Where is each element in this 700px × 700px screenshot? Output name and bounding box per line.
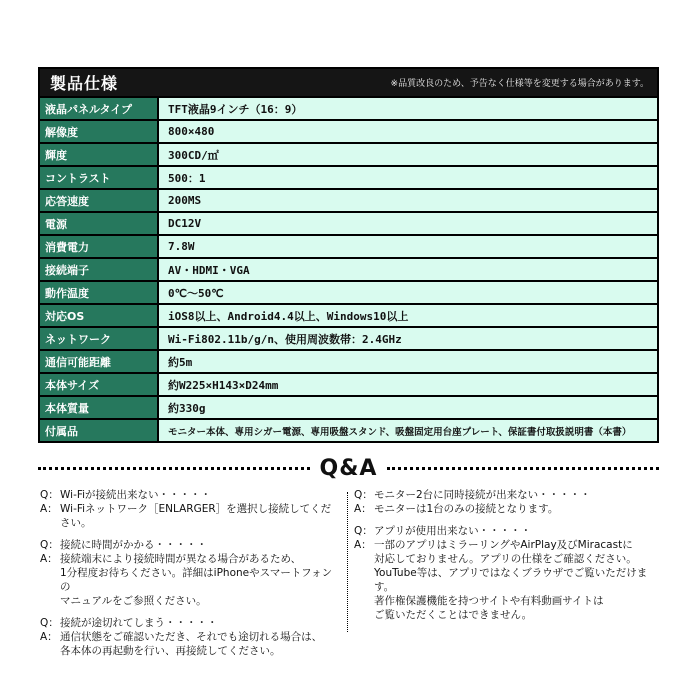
spec-label: 応答速度 bbox=[40, 190, 157, 211]
answer-text: モニターは1台のみの接続となります。 bbox=[374, 503, 559, 515]
answer-text: 通信状態をご確認いただき、それでも途切れる場合は、 bbox=[60, 631, 323, 643]
question-text: アプリが使用出来ない・・・・・ bbox=[374, 525, 532, 537]
answer-text: 1分程度お待ちください。詳細はiPhoneやスマートフォンの bbox=[60, 567, 333, 593]
answer-mark: A： bbox=[354, 539, 372, 551]
answer-text: マニュアルをご参照ください。 bbox=[60, 595, 207, 607]
spec-row bbox=[40, 236, 657, 257]
spec-value: 約W225×H143×D24mm bbox=[159, 374, 657, 395]
qa-column-left bbox=[40, 488, 340, 666]
answer-line bbox=[40, 594, 340, 608]
spec-row bbox=[40, 374, 657, 395]
answer-line bbox=[40, 502, 340, 530]
answer-text: ご覧いただくことはできません。 bbox=[374, 609, 533, 621]
spec-label: 電源 bbox=[40, 213, 157, 234]
qa-heading bbox=[38, 453, 659, 483]
answer-line bbox=[354, 502, 664, 516]
spec-value: 約330g bbox=[159, 397, 657, 418]
spec-value: 7.8W bbox=[159, 236, 657, 257]
spec-label: コントラスト bbox=[40, 167, 157, 188]
spec-label: 接続端子 bbox=[40, 259, 157, 280]
spec-row bbox=[40, 98, 657, 119]
answer-text: 各本体の再起動を行い、再接続してください。 bbox=[60, 645, 281, 657]
question-line bbox=[354, 488, 664, 502]
answer-line bbox=[40, 630, 340, 644]
spec-label: 液晶パネルタイプ bbox=[40, 98, 157, 119]
qa-title: Q&A bbox=[319, 455, 378, 481]
answer-mark bbox=[354, 566, 374, 594]
spec-label: 動作温度 bbox=[40, 282, 157, 303]
spec-label: 対応OS bbox=[40, 305, 157, 326]
answer-line bbox=[40, 644, 340, 658]
answer-mark: A： bbox=[354, 503, 372, 515]
spec-row bbox=[40, 305, 657, 326]
spec-value: 800×480 bbox=[159, 121, 657, 142]
qa-item bbox=[40, 538, 340, 608]
question-line bbox=[40, 488, 340, 502]
answer-line bbox=[40, 566, 340, 594]
spec-label: 本体質量 bbox=[40, 397, 157, 418]
answer-text: 対応しておりません。アプリの仕様をご確認ください。 bbox=[374, 553, 637, 565]
question-line bbox=[354, 524, 664, 538]
answer-text: 著作権保護機能を持つサイトや有料動画サイトは bbox=[374, 595, 604, 607]
spec-value: TFT液晶9インチ（16：9） bbox=[159, 98, 657, 119]
qa-item bbox=[40, 488, 340, 530]
question-mark: Q： bbox=[40, 489, 59, 501]
spec-row bbox=[40, 397, 657, 418]
spec-value: AV・HDMI・VGA bbox=[159, 259, 657, 280]
answer-text: YouTube等は、アプリではなくブラウザでご覧いただけます。 bbox=[374, 567, 648, 593]
answer-text: Wi-Fiネットワーク［ENLARGER］を選択し接続してください。 bbox=[60, 503, 332, 529]
spec-row bbox=[40, 213, 657, 234]
spec-label: 輝度 bbox=[40, 144, 157, 165]
spec-value: 約5m bbox=[159, 351, 657, 372]
spec-row bbox=[40, 121, 657, 142]
answer-mark bbox=[40, 594, 60, 608]
spec-row bbox=[40, 420, 657, 441]
answer-line bbox=[354, 538, 664, 552]
qa-column-divider bbox=[347, 492, 348, 632]
answer-line bbox=[354, 552, 664, 566]
spec-label: ネットワーク bbox=[40, 328, 157, 349]
spec-row bbox=[40, 144, 657, 165]
spec-value: iOS8以上、Android4.4以上、Windows10以上 bbox=[159, 305, 657, 326]
spec-value: モニター本体、専用シガー電源、専用吸盤スタンド、吸盤固定用台座プレート、保証書付取扱説明書（本書） bbox=[159, 420, 657, 441]
question-text: 接続に時間がかかる・・・・・ bbox=[60, 539, 207, 551]
spec-label: 本体サイズ bbox=[40, 374, 157, 395]
spec-row bbox=[40, 328, 657, 349]
spec-value: 200MS bbox=[159, 190, 657, 211]
answer-mark: A： bbox=[40, 503, 58, 515]
answer-mark bbox=[354, 608, 374, 622]
spec-label: 通信可能距離 bbox=[40, 351, 157, 372]
qa-divider-right bbox=[387, 467, 659, 470]
spec-value: 500：1 bbox=[159, 167, 657, 188]
question-line bbox=[40, 616, 340, 630]
spec-row bbox=[40, 351, 657, 372]
spec-row bbox=[40, 190, 657, 211]
spec-header bbox=[40, 69, 657, 96]
question-text: 接続が途切れてしまう・・・・・ bbox=[60, 617, 218, 629]
spec-rows bbox=[40, 98, 657, 441]
question-mark: Q： bbox=[40, 539, 59, 551]
answer-text: 一部のアプリはミラーリングやAirPlay及びMiracastに bbox=[374, 539, 633, 551]
spec-row bbox=[40, 167, 657, 188]
answer-mark: A： bbox=[40, 553, 58, 565]
answer-mark bbox=[354, 594, 374, 608]
answer-text: 接続端末により接続時間が異なる場合があるため、 bbox=[60, 553, 302, 565]
spec-row bbox=[40, 259, 657, 280]
question-text: Wi-Fiが接続出来ない・・・・・ bbox=[60, 489, 212, 501]
spec-title: 製品仕様 bbox=[50, 74, 119, 93]
spec-value: 300CD/㎡ bbox=[159, 144, 657, 165]
question-mark: Q： bbox=[40, 617, 59, 629]
answer-line bbox=[354, 608, 664, 622]
question-text: モニター2台に同時接続が出来ない・・・・・ bbox=[374, 489, 591, 501]
qa-column-right bbox=[354, 488, 664, 630]
spec-value: 0℃～50℃ bbox=[159, 282, 657, 303]
question-mark: Q： bbox=[354, 525, 373, 537]
spec-note: ※品質改良のため、予告なく仕様等を変更する場合があります。 bbox=[390, 79, 649, 89]
qa-item bbox=[354, 524, 664, 622]
answer-mark bbox=[40, 566, 60, 594]
spec-label: 付属品 bbox=[40, 420, 157, 441]
answer-mark bbox=[354, 552, 374, 566]
answer-line bbox=[354, 594, 664, 608]
spec-value: Wi-Fi802.11b/g/n、使用周波数帯：2.4GHz bbox=[159, 328, 657, 349]
question-line bbox=[40, 538, 340, 552]
spec-value: DC12V bbox=[159, 213, 657, 234]
spec-table bbox=[38, 67, 659, 443]
qa-divider-left bbox=[38, 467, 310, 470]
qa-item bbox=[40, 616, 340, 658]
qa-item bbox=[354, 488, 664, 516]
spec-label: 解像度 bbox=[40, 121, 157, 142]
answer-mark bbox=[40, 644, 60, 658]
spec-label: 消費電力 bbox=[40, 236, 157, 257]
question-mark: Q： bbox=[354, 489, 373, 501]
answer-line bbox=[354, 566, 664, 594]
spec-row bbox=[40, 282, 657, 303]
answer-mark: A： bbox=[40, 631, 58, 643]
answer-line bbox=[40, 552, 340, 566]
